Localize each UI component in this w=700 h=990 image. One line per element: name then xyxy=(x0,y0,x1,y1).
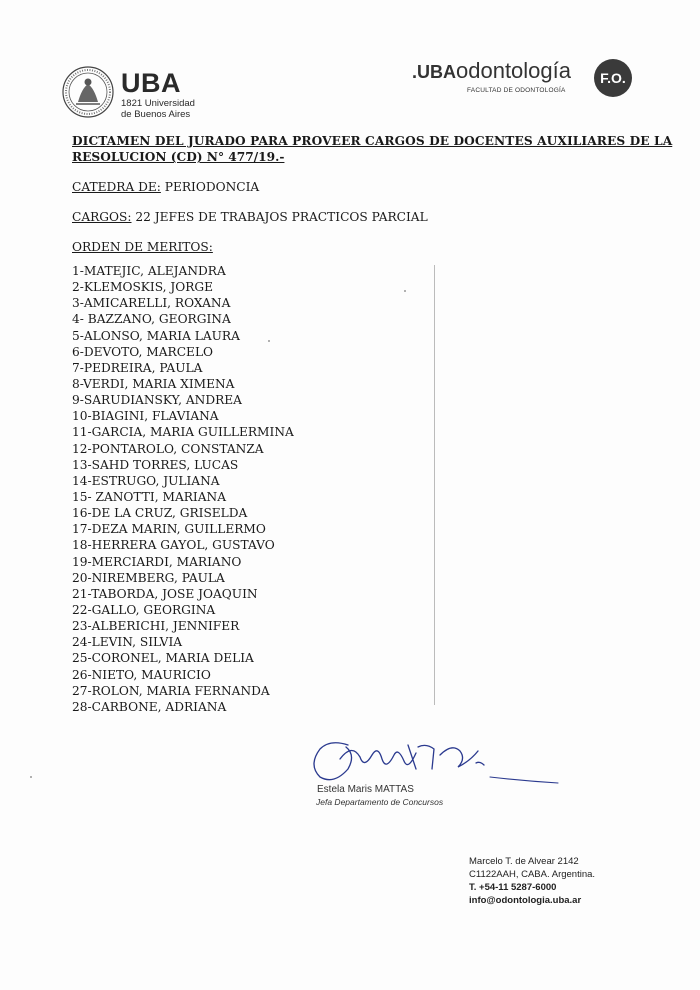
merit-item: 14-ESTRUGO, JULIANA xyxy=(72,473,220,488)
catedra-value: PERIODONCIA xyxy=(164,180,260,194)
merit-item: 10-BIAGINI, FLAVIANA xyxy=(72,409,219,424)
document-title-line1: DICTAMEN DEL JURADO PARA PROVEER CARGOS DE DOCENTES AUXILIARES DE LA xyxy=(72,134,673,148)
merit-item: 1-MATEJIC, ALEJANDRA xyxy=(72,264,226,278)
uba-subtitle-line1: 1821 Universidad xyxy=(121,98,195,109)
signer-name: Estela Maris MATTAS xyxy=(317,784,414,795)
orden-label: ORDEN DE MERITOS: xyxy=(72,240,213,254)
address-line1: Marcelo T. de Alvear 2142 xyxy=(469,856,579,867)
scan-speck xyxy=(268,340,270,342)
merit-item: 4- BAZZANO, GEORGINA xyxy=(72,312,231,327)
merit-item: 7-PEDREIRA, PAULA xyxy=(72,360,203,375)
uba-wordmark: UBA xyxy=(121,68,181,98)
merit-item: 3-AMICARELLI, ROXANA xyxy=(72,296,231,311)
uba-subtitle-line2: de Buenos Aires xyxy=(121,109,191,120)
phone-number: T. +54-11 5287-6000 xyxy=(469,882,557,893)
merit-list xyxy=(72,263,294,715)
merit-item: 20-NIREMBERG, PAULA xyxy=(72,570,225,585)
margin-line xyxy=(434,265,435,705)
odontologia-wordmark xyxy=(412,58,571,84)
odontologia-prefix: .UBA xyxy=(412,62,456,82)
odontologia-word: odontología xyxy=(456,58,571,83)
uba-seal-logo xyxy=(62,66,114,118)
merit-item: 16-DE LA CRUZ, GRISELDA xyxy=(72,506,248,521)
signer-role: Jefa Departamento de Concursos xyxy=(316,797,444,807)
merit-item: 8-VERDI, MARIA XIMENA xyxy=(72,376,235,391)
merit-item: 28-CARBONE, ADRIANA xyxy=(72,699,227,714)
scan-speck xyxy=(404,290,406,292)
merit-item: 27-ROLON, MARIA FERNANDA xyxy=(72,683,270,698)
merit-item: 12-PONTAROLO, CONSTANZA xyxy=(72,441,264,456)
cargos-label: CARGOS: xyxy=(72,210,132,224)
merit-item: 15- ZANOTTI, MARIANA xyxy=(72,489,227,504)
catedra-label: CATEDRA DE: xyxy=(72,180,161,194)
merit-item: 19-MERCIARDI, MARIANO xyxy=(72,554,242,569)
cargos-value: 22 JEFES DE TRABAJOS PRACTICOS PARCIAL xyxy=(135,210,428,224)
scan-speck xyxy=(30,776,32,778)
catedra-row xyxy=(72,180,259,194)
merit-item: 21-TABORDA, JOSE JOAQUIN xyxy=(72,586,258,601)
address-line2: C1122AAH, CABA. Argentina. xyxy=(469,869,596,880)
merit-item: 11-GARCIA, MARIA GUILLERMINA xyxy=(72,425,294,440)
cargos-row xyxy=(72,210,428,224)
merit-item: 2-KLEMOSKIS, JORGE xyxy=(72,280,214,295)
merit-item: 25-CORONEL, MARIA DELIA xyxy=(72,651,254,666)
merit-item: 22-GALLO, GEORGINA xyxy=(72,602,216,617)
document-title-line2: RESOLUCION (CD) N° 477/19.- xyxy=(72,150,285,164)
merit-item: 26-NIETO, MAURICIO xyxy=(72,667,211,682)
facultad-caption: FACULTAD DE ODONTOLOGÍA xyxy=(467,87,566,94)
merit-item: 23-ALBERICHI, JENNIFER xyxy=(72,619,240,634)
merit-item: 13-SAHD TORRES, LUCAS xyxy=(72,457,239,472)
merit-item: 6-DEVOTO, MARCELO xyxy=(72,344,214,359)
fo-badge-logo: F.O. xyxy=(594,59,632,97)
merit-item: 17-DEZA MARIN, GUILLERMO xyxy=(72,522,266,537)
merit-item: 5-ALONSO, MARIA LAURA xyxy=(72,328,240,343)
email-address: info@odontologia.uba.ar xyxy=(469,895,582,906)
merit-item: 18-HERRERA GAYOL, GUSTAVO xyxy=(72,538,275,553)
merit-item: 9-SARUDIANSKY, ANDREA xyxy=(72,393,242,408)
merit-item: 24-LEVIN, SILVIA xyxy=(72,635,183,650)
